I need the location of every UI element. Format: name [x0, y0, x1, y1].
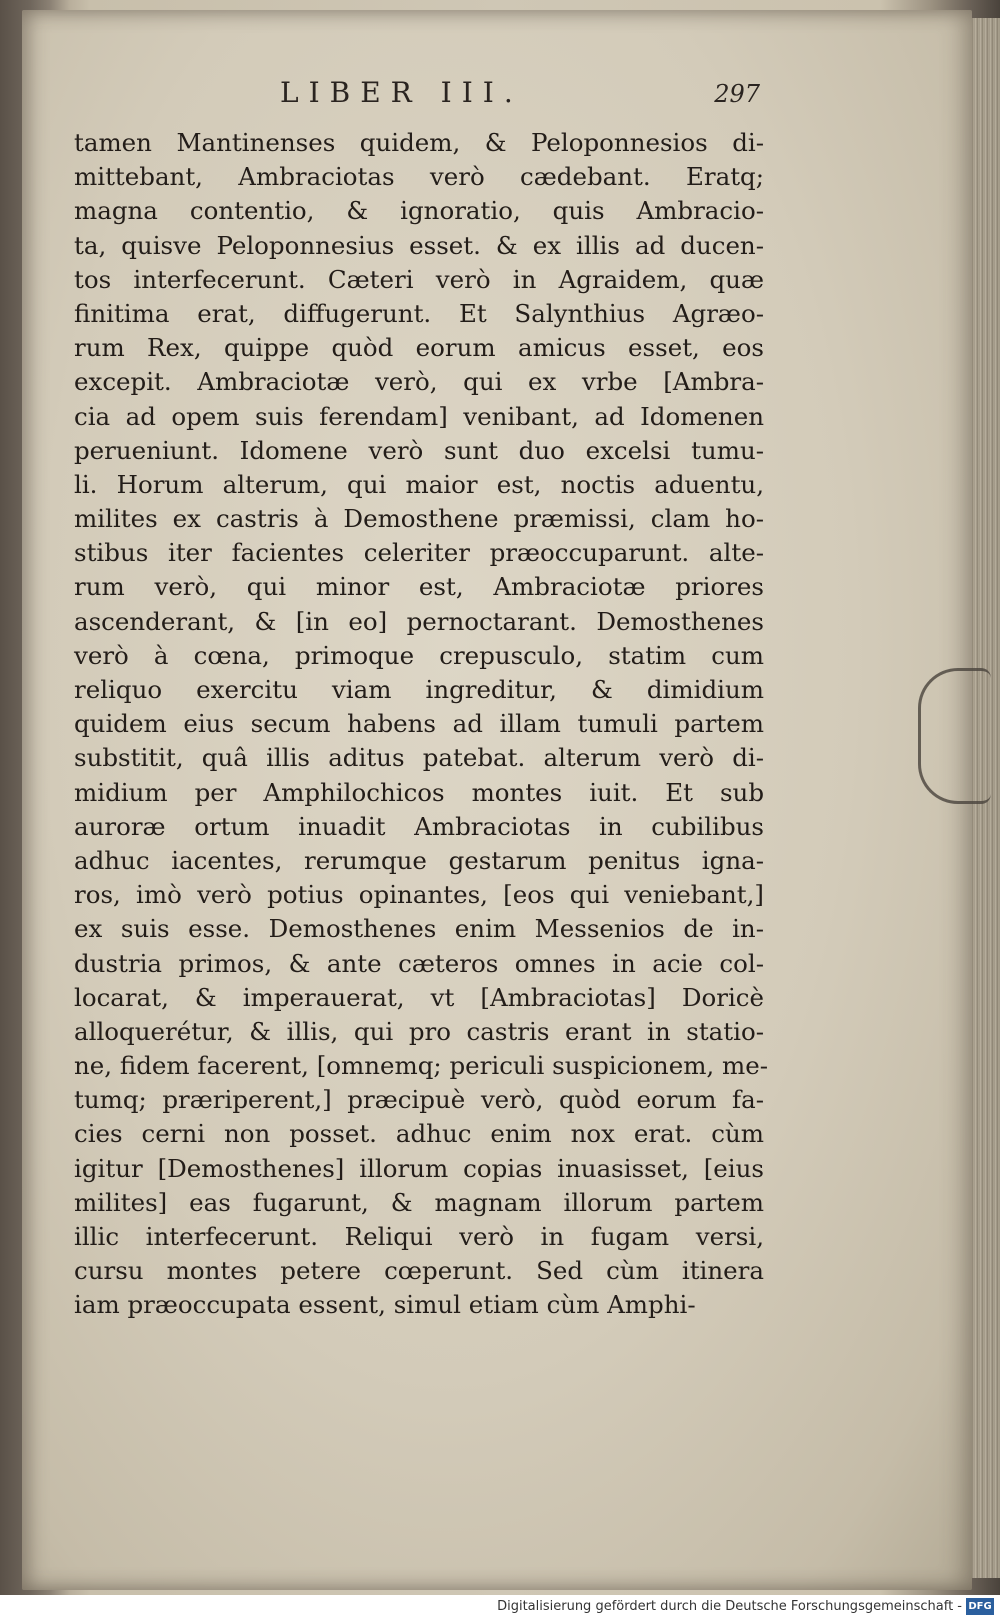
text-line: ne, fidem facerent, [omnemq; periculi suspicionem, me- — [74, 1051, 769, 1081]
text-line: milites ex castris à Demosthene præmissi, clam ho- — [74, 504, 764, 534]
text-line: auroræ ortum inuadit Ambraciotas in cubilibus — [74, 811, 764, 841]
text-line: stibus iter facientes celeriter præoccuparunt. alte- — [74, 538, 764, 568]
text-line: alloquerétur, & illis, qui pro castris erant in statio- — [74, 1016, 764, 1046]
book-page — [22, 10, 972, 1590]
text-line: magna contentio, & ignoratio, quis Ambracio- — [74, 196, 764, 226]
text-line: finitima erat, diffugerunt. Et Salynthius Agræo- — [74, 298, 764, 328]
text-line: ros, imò verò potius opinantes, [eos qui veniebant,] — [74, 880, 764, 910]
text-line: ex suis esse. Demosthenes enim Messenios de in- — [74, 914, 764, 944]
text-line: igitur [Demosthenes] illorum copias inuasisset, [eius — [74, 1153, 764, 1183]
text-line: cursu montes petere cœperunt. Sed cùm itinera — [74, 1256, 764, 1286]
text-line: midium per Amphilochicos montes iuit. Et sub — [74, 777, 764, 807]
text-line: adhuc iacentes, rerumque gestarum penitus igna- — [74, 845, 764, 875]
text-line: iam præoccupata essent, simul etiam cùm Amphi- — [74, 1290, 696, 1320]
text-line: tumq; præriperent,] præcipuè verò, quòd eorum fa- — [74, 1085, 764, 1115]
paper-clip — [918, 668, 991, 804]
text-line: quidem eius secum habens ad illam tumuli partem — [74, 709, 764, 739]
text-line: reliquo exercitu viam ingreditur, & dimidium — [74, 675, 764, 704]
footer-bar — [0, 1595, 1000, 1621]
dfg-logo: DFG — [966, 1598, 994, 1615]
running-head — [80, 76, 760, 116]
body-text — [74, 126, 769, 1323]
text-line: rum verò, qui minor est, Ambraciotæ priores — [74, 572, 764, 602]
running-head-title: LIBER III. — [280, 76, 523, 109]
text-line: verò à cœna, primoque crepusculo, statim cum — [74, 640, 764, 670]
text-line: substitit, quâ illis aditus patebat. alterum verò di- — [74, 743, 764, 773]
text-line: tos interfecerunt. Cæteri verò in Agraidem, quæ — [74, 264, 764, 294]
text-line: locarat, & imperauerat, vt [Ambraciotas] Doricè — [74, 982, 764, 1012]
text-line: rum Rex, quippe quòd eorum amicus esset, eos — [74, 333, 764, 363]
text-line: li. Horum alterum, qui maior est, noctis aduentu, — [74, 469, 764, 499]
text-line: illic interfecerunt. Reliqui verò in fugam versi, — [74, 1222, 764, 1251]
text-line: tamen Mantinenses quidem, & Peloponnesios di- — [74, 128, 764, 157]
text-line: dustria primos, & ante cæteros omnes in acie col- — [74, 948, 764, 978]
text-line: ta, quisve Peloponnesius esset. & ex illis ad ducen- — [74, 230, 764, 260]
text-line: cia ad opem suis ferendam] venibant, ad Idomenen — [74, 401, 764, 431]
text-line: excepit. Ambraciotæ verò, qui ex vrbe [Ambra- — [74, 367, 764, 397]
text-line: ascenderant, & [in eo] pernoctarant. Demosthenes — [74, 606, 764, 636]
funding-credit: Digitalisierung gefördert durch die Deutsche Forschungsgemeinschaft - — [497, 1599, 962, 1614]
page-number: 297 — [714, 80, 760, 108]
text-line: cies cerni non posset. adhuc enim nox erat. cùm — [74, 1119, 764, 1149]
text-line: mittebant, Ambraciotas verò cædebant. Eratq; — [74, 162, 764, 192]
text-line: perueniunt. Idomene verò sunt duo excelsi tumu- — [74, 435, 764, 465]
text-line: milites] eas fugarunt, & magnam illorum partem — [74, 1187, 764, 1217]
